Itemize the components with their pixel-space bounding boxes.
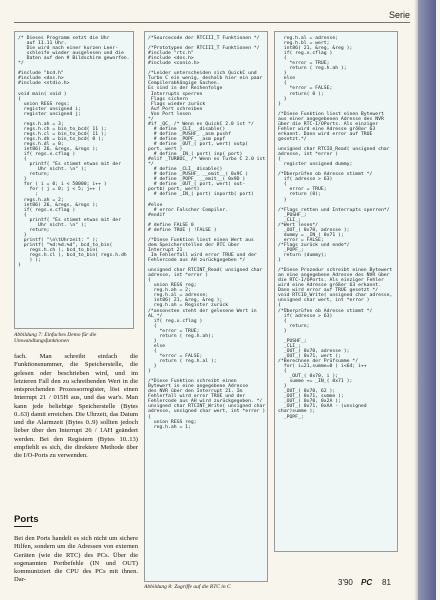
code-line: regs.h.dh = bin_to_bcd( 0 ); xyxy=(18,136,104,142)
code-line: /*Diese Prozedur schreibt einen Bytewert xyxy=(278,268,393,274)
code-line: regs.h.ah = 3; xyxy=(18,121,64,127)
code-line: void main( void ) xyxy=(18,91,67,97)
code-line: _OUT_( 0x70, 0x2A ); xyxy=(278,399,341,405)
code-line: regs.h.dl = 0; xyxy=(18,141,64,147)
code-line: summe += _IN_( 0x71 ); xyxy=(278,379,353,385)
code-line: #include "bcd.h" xyxy=(18,71,64,77)
code-line: { xyxy=(18,157,27,163)
code-line: portb( port, wert) xyxy=(148,187,200,193)
code-line: int86( 26, &regs, &regs ); xyxy=(18,202,99,208)
code-line: Uhr nicht. \n" ); xyxy=(18,167,87,173)
code-line: ) ); xyxy=(18,258,41,264)
code-line: return ( reg.h.al ); xyxy=(148,359,217,364)
code-line: } xyxy=(148,338,157,344)
code-line: union REGS regs; xyxy=(18,101,70,107)
code-line: Auf Port schreiben xyxy=(148,106,203,112)
code-line: Flags sichern xyxy=(148,96,189,102)
code-line: reg.h.al = adresse; xyxy=(278,36,339,41)
code-line: reg.h.bl = wert; xyxy=(278,41,330,47)
code-line: { xyxy=(278,157,281,163)
code-line: an eine angegebene Adresse des NVR über xyxy=(278,273,390,279)
code-line: #include <dos.h> xyxy=(148,56,194,62)
code-line: { xyxy=(278,56,287,62)
code-line: union REGS reg; xyxy=(148,283,197,289)
code-line: int86( 26, &regs, &regs ); xyxy=(18,147,99,153)
issue-number: 3'90 xyxy=(338,578,353,587)
body-paragraph: fach. Man schreibt einfach die Funktionsnummer, die Speicherstelle, die gelesen oder beschrieben wird, und im letzteren Fall den zu schreibenden Wert in die entsprechenden Prozessorregister, löst einen Interrupt 21 / 015H aus, und das war's. Man kann jede beliebige Speicherstelle (Bytes 0..63) damit erreichen. Die Uhrzeit, das Datum und die Alarmzeit (Bytes 0..9) sollten jedoch lieber über den Interrupt 26 / 1AH geändert werden. Bei den Registern (Bytes 10..13) empfiehlt es sich, die direktere Methode über die I/O-Ports zu verwenden. xyxy=(14,353,138,459)
code-line: # error Falscher Compiler. xyxy=(148,207,229,213)
code-line: _OUT_( 0x71, wert ); xyxy=(278,353,341,359)
code-line: _OUT_( 0x70, 62 ); xyxy=(278,389,336,395)
code-line: # define _CLI_ disable() xyxy=(148,167,223,173)
code-line: { xyxy=(148,414,151,420)
code-line: #elif _TURBOC_ /* Wenn es Turbo C 2.0 ist xyxy=(148,157,266,163)
code-line: } xyxy=(18,232,27,238)
code-line: _POPF_; xyxy=(278,414,304,420)
code-line: adresse, int *error ) xyxy=(148,273,209,279)
figure-caption-7: Abbildung 7: Einfaches Demo für die Umwandlungsfunktionen xyxy=(14,332,97,345)
code-line: #include <conio.h> xyxy=(148,61,200,67)
code-line: { xyxy=(148,348,157,354)
code-line: Uhr nicht. \n" ); xyxy=(18,222,87,228)
code-line: #if _QC_ /* Wenn es QuickC 2.0 ist */ xyxy=(148,121,254,127)
code-listing-8-part-1 xyxy=(144,31,268,582)
page-number: 81 xyxy=(382,578,391,587)
code-line: Dann wird error auf TRUE gesetzt */ xyxy=(278,288,379,294)
code-line: union REGS reg; xyxy=(148,419,197,425)
code-line: _CLI_; xyxy=(278,217,301,223)
code-line: } xyxy=(278,384,287,390)
code-line: _OUT_( 0x70, adresse ); xyxy=(278,348,350,354)
code-line: # define TRUE ( !FALSE ) xyxy=(148,227,217,233)
code-line: Die wird nach einer kurzen Leer- xyxy=(18,46,119,52)
code-line: reg.h.ah = 2; xyxy=(148,288,191,294)
code-line: } xyxy=(18,177,27,183)
code-line: /*Sourcecode der RTCIII_T Funktionen */ xyxy=(148,36,260,41)
code-line: { xyxy=(148,323,157,329)
code-line: */ xyxy=(148,116,154,122)
code-line: # define _OUT_( port, wert) out- xyxy=(148,182,246,188)
code-line: #include <stdio.h> xyxy=(18,81,70,87)
code-line: error = TRUE; xyxy=(278,187,327,193)
code-line: /*Diese Funktion liest einen Wert aus xyxy=(148,237,254,243)
code-line: Bytewert in eine angegebene Adresse xyxy=(148,384,249,390)
code-line: int86( 21, &reg, &reg ); xyxy=(278,46,353,52)
code-line: regs.h.ah = 2; xyxy=(18,197,64,203)
code-line: *error = TRUE; xyxy=(278,61,330,67)
code-line: unsigned char RTCIO_Read( unsigned char xyxy=(278,147,390,153)
code-line: Interrupts sperren xyxy=(148,91,203,97)
code-line: regs.h.cl ), bcd_to_bin( regs.h.dh xyxy=(18,253,127,259)
code-line: # define _IN_( port) inp( port) xyxy=(148,152,243,158)
code-line: unsigned char RTCINT_Read( unsigned char xyxy=(148,268,263,274)
code-listing-8-part-2 xyxy=(274,31,398,552)
code-line: { xyxy=(278,182,287,188)
code-line: if( regs.x.cflag ) xyxy=(18,152,76,158)
code-line: # define _CLI_ _disable() xyxy=(148,126,226,132)
code-line: _PUSHF_; xyxy=(278,338,307,344)
code-line: void RTCIO_Write( unsigned char adresse, xyxy=(278,293,393,299)
code-line: # define FALSE 0 xyxy=(148,222,194,228)
code-line: reg.h.ah = 1; xyxy=(148,424,191,430)
code-line: { xyxy=(278,318,287,324)
code-line: #include "rtc.h" xyxy=(148,51,194,57)
code-line: return( 0 ); xyxy=(278,91,324,97)
figure-caption-8: Abbildung 8: Zugriffe auf die RTC in C xyxy=(144,584,231,590)
code-line: printf( "Es stimmt etwas mit der xyxy=(18,217,121,223)
code-line: for ( i = 0; i < 50000; i++ ) xyxy=(18,182,107,188)
code-line: } xyxy=(278,328,287,334)
code-line: } xyxy=(278,197,287,203)
code-line: /*ansonsten steht der gelesene Wert in xyxy=(148,308,257,314)
code-line: return; xyxy=(18,172,50,178)
code-line: adresse, unsigned char wert, int *error ) xyxy=(148,409,266,415)
code-line: Fehlercode aus AH zurückgegeben */ xyxy=(148,258,246,264)
code-line: Von Port lesen xyxy=(148,111,191,117)
code-line: Fehlerfall wird error TRUE und der xyxy=(148,394,246,400)
code-line: if( reg.x.cflag ) xyxy=(148,318,203,324)
code-line: } xyxy=(278,96,287,102)
code-line: char)summe ); xyxy=(278,409,316,415)
code-line: register unsigned j; xyxy=(18,111,81,117)
code-line: regs.h.cl = bin_to_bcd( 11 ); xyxy=(18,131,107,137)
code-line: return (0); xyxy=(278,192,321,198)
code-line: Flags wieder zurück xyxy=(148,101,206,107)
code-line: dem Speicherstellen der RTC über xyxy=(148,242,240,248)
code-line: { xyxy=(278,303,281,309)
code-line: else xyxy=(278,76,296,82)
code-line: schleife wieder ausgelesen und die xyxy=(18,51,124,57)
header-rule xyxy=(14,22,410,23)
code-line: *error = FALSE; xyxy=(278,86,333,92)
code-line: reg.h.ah = Register zurück xyxy=(148,303,229,309)
code-line: /*Überprüfen ob Adresse stimmt */ xyxy=(278,308,373,314)
code-line: # define _POPF_ _asm popf xyxy=(148,136,226,142)
code-line: if( regs.x.cflag ) xyxy=(18,207,76,213)
code-line: unsigned char RTCINT_Write( unsigned char xyxy=(148,404,266,410)
code-line: regs.h.ch = bin_to_bcd( 11 ); xyxy=(18,126,107,132)
code-line: return ( reg.h.ah); xyxy=(148,333,214,339)
code-line: /*Berechnen der Prüfsumme */ xyxy=(278,359,359,364)
code-line: { xyxy=(278,369,287,375)
code-line: } xyxy=(278,71,287,77)
code-line: /*Diese Funktion schreibt einen xyxy=(148,379,237,385)
code-line: _OUT_( 0x71, 0xAA - (unsigned xyxy=(278,404,367,410)
code-line: # define _PUSHF_ _asm pushf xyxy=(148,131,231,137)
code-line: printf( "%d:%d.%d", bcd_to_bin( xyxy=(18,242,113,248)
code-line: { xyxy=(148,278,151,284)
code-line: gesetzt.*/ xyxy=(278,136,307,142)
code-line: die RTC-I/OPorts. Als einziger Fehler xyxy=(278,278,384,284)
code-line: regs.h.ch ), bcd_to_bin( xyxy=(18,247,99,253)
code-line: /*Flags retten und Interrupts sperren*/ xyxy=(278,207,390,213)
code-line: /*Flags zurück und ende*/ xyxy=(278,242,350,248)
code-line: } xyxy=(148,364,157,370)
body-paragraph: Bei den Ports handelt es sich nicht um sichere Hilfen, sondern um die Adressen von externen Geräten (wie die RTC) des PCs. Über die sogenannten Portbefehle (IN und OUT) kommuniziert die CPU des PCs mit ihnen. Dar- xyxy=(14,535,138,584)
code-line: unsigned char wert, int *error ) xyxy=(278,298,370,304)
code-line: return (dummy); xyxy=(278,253,327,259)
code-line: über die RTC-I/OPorts. Als einziger xyxy=(278,121,379,127)
code-line: /*Wert lesen*/ xyxy=(278,222,319,228)
page-spine-edge xyxy=(418,0,436,600)
code-line: AL */ xyxy=(148,313,163,319)
code-line: wird eine Adresse größer 63 erkannt. xyxy=(278,283,381,289)
code-line: /*Überprüfen ob Adresse stimmt */ xyxy=(278,172,373,178)
code-line: { xyxy=(18,212,27,218)
code-line: #else xyxy=(148,202,163,208)
code-line: /* Dieses Programm setzt die Uhr xyxy=(18,36,110,41)
code-line: if( adresse > 63) xyxy=(278,313,333,319)
code-line: _OUT_( 0x70, adresse ); xyxy=(278,227,350,233)
code-line: printf( "\n\tUhrzeit: " ); xyxy=(18,237,99,243)
code-line: /*Leider unterscheiden sich QuickC und xyxy=(148,71,257,77)
code-line: else xyxy=(148,343,166,349)
code-line: printf( "Es stimmt etwas mit der xyxy=(18,162,121,168)
code-line: } xyxy=(18,263,21,269)
code-line: Fehler wird eine Adresse größer 63 xyxy=(278,126,376,132)
code-line: ; xyxy=(18,192,39,198)
code-line: return; xyxy=(278,323,310,329)
code-line: dummy = _IN_( 0x71 ); xyxy=(278,232,344,238)
code-line: int86( 21, &reg, &reg ); xyxy=(148,298,223,304)
code-line: reg.h.al = adresse; xyxy=(148,293,209,299)
code-line: */ xyxy=(18,61,24,67)
code-line: register unsigned i; xyxy=(18,106,81,112)
code-line: Compilerabhängige Sachen. xyxy=(148,81,220,87)
code-line: /*Diese Funktion liest einen Bytewert xyxy=(278,111,384,117)
code-listing-7 xyxy=(14,31,134,329)
code-line: /*Prototypen der RTCIII_T Funktionen */ xyxy=(148,46,260,52)
code-line: _PUSHF_; xyxy=(278,212,307,218)
code-line: if( reg.x.cflag ) xyxy=(278,51,333,57)
code-line: erkannt. Dann wird error auf TRUE xyxy=(278,131,373,137)
section-tag: Serie xyxy=(388,10,410,20)
code-line: register unsigned dummy; xyxy=(278,162,353,168)
code-line: # define _POPF_ __emit__( 0x9D ) xyxy=(148,177,246,183)
code-line: des NVR über den Interrupt 21. Im xyxy=(148,389,243,395)
code-line: { xyxy=(18,96,21,102)
code-line: *error = TRUE; xyxy=(148,328,200,334)
code-line: } xyxy=(148,369,151,375)
code-line: Daten auf den # Bildschirm geworfen. xyxy=(18,56,130,62)
code-line: } xyxy=(278,101,281,107)
code-line: port, wert ) xyxy=(148,147,183,153)
code-line: _OUT_( 0x70, i ); xyxy=(278,374,339,380)
code-line: #include <dos.h> xyxy=(18,76,64,82)
section-heading-ports: Ports xyxy=(14,514,39,525)
code-line: auf 11.11 Uhr. xyxy=(18,41,67,47)
code-line: Fehlercode aus AH wird zurückgegeben. */ xyxy=(148,399,263,405)
code-line: if( adresse > 63) xyxy=(278,177,333,183)
code-line: # define _PUSHF_ __emit__( 0x9C ) xyxy=(148,172,249,178)
code-line: for ( j = 0; j < 5; j++ ) xyxy=(18,187,101,193)
code-line: adresse, int *error ) xyxy=(278,152,339,158)
code-line: error = FALSE; xyxy=(278,237,324,243)
code-line: # define _IN_( port) inportb( port) xyxy=(148,192,254,198)
code-line: aus einer angegebenen Adresse des NVR xyxy=(278,116,384,122)
code-line: return ( reg.h.ah ); xyxy=(278,66,347,72)
code-line: Es sind in der Reihenfolge xyxy=(148,86,223,92)
code-line: return; xyxy=(18,227,50,233)
code-line: #endif xyxy=(148,212,166,218)
code-line: Interrupt 21 xyxy=(148,247,183,253)
code-line: _POPF_; xyxy=(278,247,304,253)
code-line: } xyxy=(278,258,281,264)
code-line: */ xyxy=(148,162,154,168)
code-line: Im Fehlerfall wird error TRUE und der xyxy=(148,253,257,259)
code-line: for( i=21,summe=0 ) i<64; i++ xyxy=(278,364,367,370)
code-line: _OUT_( 0x71, summe ); xyxy=(278,394,344,400)
code-line: Turbo C ein wenig, deshalb hier ein paar xyxy=(148,76,263,82)
magazine-logo: PC xyxy=(361,578,373,587)
code-line: # define _OUT_( port, wert) outp( xyxy=(148,141,249,147)
code-line: _CLI_; xyxy=(278,343,301,349)
code-line: { xyxy=(278,81,287,87)
code-line: *error = FALSE; xyxy=(148,353,203,359)
heading-underline xyxy=(14,526,32,527)
